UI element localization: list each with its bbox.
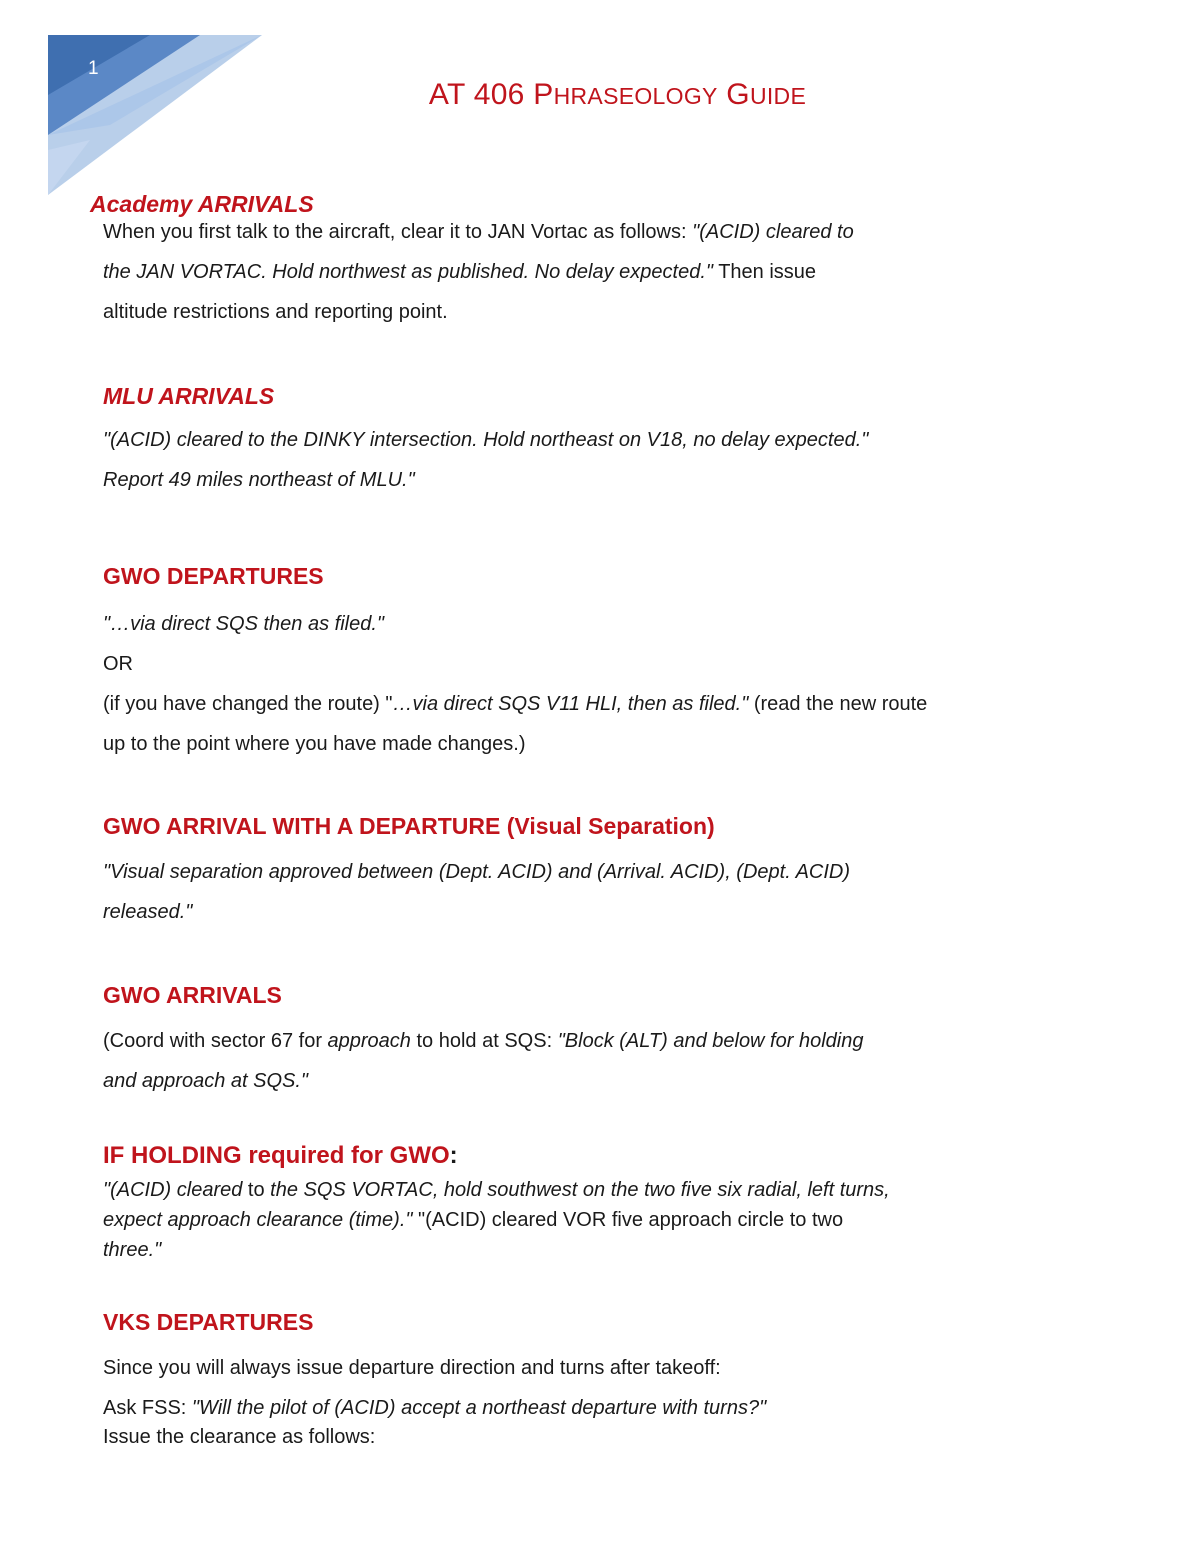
section-gwo-arrivals-body: (Coord with sector 67 for approach to hold at SQS: "Block (ALT) and below for holding and approach at SQS." [103,1030,864,1092]
section-mlu-body: "(ACID) cleared to the DINKY intersection. Hold northeast on V18, no delay expected." Report 49 miles northeast of MLU." [103,429,869,491]
section-holding-body: "(ACID) cleared to the SQS VORTAC, hold southwest on the two five six radial, left turns, expect approach clearance (time)." "(ACID) cleared VOR five approach circle to two three." [103,1179,890,1261]
section-vks-departures-body: Since you will always issue departure direction and turns after takeoff: Ask FSS: "Will the pilot of (ACID) accept a northeast departure with turns?" Issue the clearance as follows: [103,1357,767,1448]
section-academy-body: When you first talk to the aircraft, clear it to JAN Vortac as follows: "(ACID) cleared to the JAN VORTAC. Hold northwest as published. No delay expected." Then issue altitude restrictions and reporting point. [103,221,854,323]
document-title: AT 406 PHRASEOLOGY GUIDE [428,78,807,111]
section-academy-heading: Academy ARRIVALS [90,191,314,217]
section-holding-heading: IF HOLDING required for GWO: [103,1142,458,1169]
section-vks-departures-heading: VKS DEPARTURES [103,1309,314,1335]
page-number: 1 [88,58,99,79]
section-mlu-heading: MLU ARRIVALS [103,383,275,409]
section-gwo-arrival-departure-heading: GWO ARRIVAL WITH A DEPARTURE (Visual Separation) [103,813,715,839]
section-gwo-departures-heading: GWO DEPARTURES [103,563,324,589]
section-gwo-arrival-departure-body: "Visual separation approved between (Dept. ACID) and (Arrival. ACID), (Dept. ACID) released." [103,861,851,923]
section-gwo-departures-body: "…via direct SQS then as filed." OR (if you have changed the route) "…via direct SQS V11 HLI, then as filed." (read the new route up to the point where you have made changes.) [103,613,928,755]
section-gwo-arrivals-heading: GWO ARRIVALS [103,982,282,1008]
